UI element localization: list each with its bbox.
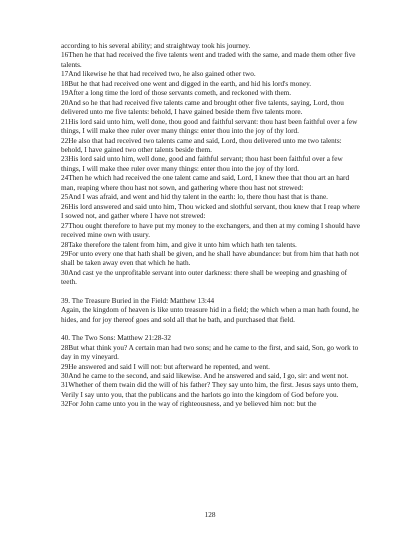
verse-paragraph: 16Then he that had received the five talents went and traded with the same, and made them other five talents.	[61, 51, 356, 69]
verse-paragraph: 24Then he which had received the one talent came and said, Lord, I knew thee that thou art an hard man, reaping where thou hast not sown, and gathering where thou hast not strewed:	[61, 174, 350, 192]
verse-paragraph: 28But what think you? A certain man had two sons; and he came to the first, and said, Son, go work to day in my vineyard.	[61, 343, 359, 362]
verse-paragraph: 29He answered and said I will not: but afterward he repented, and went.	[61, 362, 270, 371]
page-text-body	[61, 42, 361, 410]
verse-paragraph: 27Thou ought therefore to have put my money to the exchangers, and then at my coming I should have received mine own with usury.	[61, 221, 360, 240]
verse-paragraph: 29For unto every one that hath shall be given, and he shall have abundance: but from him that hath not shall be taken away even that which he hath.	[61, 249, 359, 268]
section-gap	[61, 288, 361, 297]
verse-paragraph: 30And cast ye the unprofitable servant into outer darkness: there shall be weeping and gnashing of teeth.	[61, 268, 348, 287]
verse-paragraph: 31Whether of them twain did the will of his father? They say unto him, the first. Jesus says unto them, Verily I say unto you, that the publicans and the harlots go into the kingdom of God before you.	[61, 381, 359, 399]
section-heading: 40. The Two Sons: Matthew 21:28-32	[61, 334, 171, 343]
page-number: 128	[204, 511, 216, 519]
verse-paragraph: 30And he came to the second, and said likewise. And he answered and said, I go, sir: and went not.	[61, 371, 349, 380]
verse-paragraph: 23His lord said unto him, well done, good and faithful servant; thou hast been faithful over a few things, I will make thee ruler over many things: enter thou into the joy of thy lord.	[61, 155, 343, 173]
verse-paragraph: 17And likewise he that had received two, he also gained other two.	[61, 70, 256, 79]
section-gap	[61, 325, 361, 334]
verse-paragraph: 32For John came unto you in the way of righteousness, and ye believed him not: but the	[61, 400, 317, 409]
verse-paragraph: 25And I was afraid, and went and hid thy talent in the earth: lo, there thou hast that is thane.	[61, 193, 328, 202]
verse-paragraph: 18But he that had received one went and digged in the earth, and hid his lord's money.	[61, 79, 312, 88]
verse-paragraph: according to his several ability; and straightway took his journey.	[61, 42, 251, 50]
verse-paragraph: 26His lord answered and said unto him, Thou wicked and slothful servant, thou knew that I reap where I sowed not, and gather where I have not strewed:	[61, 202, 360, 221]
verse-paragraph: 19After a long time the lord of those servants cometh, and reckoned with them.	[61, 89, 292, 98]
verse-paragraph: 21His lord said unto him, well done, thou good and faithful servant: thou hast been faithful over a few things, I will make thee ruler over many things: enter thou into the joy of thy lord.	[61, 117, 358, 136]
verse-paragraph: Again, the kingdom of heaven is like unto treasure hid in a field; the which when a man hath found, he hides, and for joy thereof goes and sold all that he bath, and purchased that field.	[61, 306, 359, 324]
verse-paragraph: 28Take therefore the talent from him, and give it unto him which hath ten talents.	[61, 240, 297, 249]
section-heading: 39. The Treasure Buried in the Field: Matthew 13:44	[61, 296, 215, 305]
verse-paragraph: 22He also that had received two talents came and said, Lord, thou delivered unto me two talents: behold, I have gained two other talents beside them.	[61, 136, 342, 154]
verse-paragraph: 20And so he that had received five talents came and brought other five talents, saying, Lord, thou delivered unto me five talents: behold, I have gained beside them five talents more.	[61, 98, 344, 117]
